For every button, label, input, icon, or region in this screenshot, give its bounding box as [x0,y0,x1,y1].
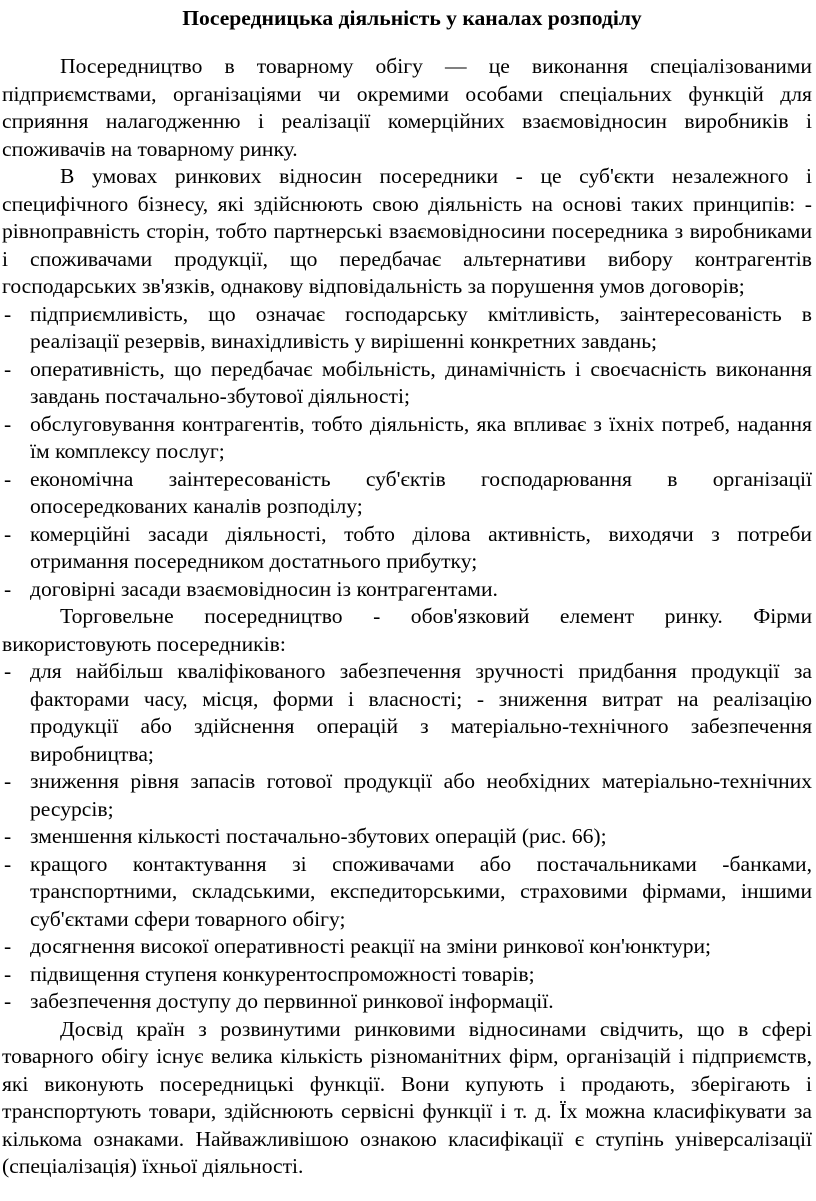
principles-list [2,301,812,604]
list-item: - для найбільш кваліфікованого забезпечення зручності придбання продукції за факторами часу, місця, форми і власності; - зниження витрат на реалізацію продукції або здійснення операцій з матеріально-технічного забезпечення виробництва; [4,659,812,766]
paragraph-intermediation-definition: Посередництво в товарному обігу — це виконання спеціалізованими підприємствами, організаціями чи окремими особами спеціальних функцій для сприяння налагодженню і реалізації комерційних взаємовідносин виробників і споживачів на товарному ринку. [2,54,812,161]
list-item: - підвищення ступеня конкурентоспроможності товарів; [2,961,812,989]
dash-marker: - [4,411,12,436]
dash-marker: - [4,961,12,986]
dash-marker: - [4,576,12,601]
paragraph-trade-intermediation: Торговельне посередництво - обов'язковий елемент ринку. Фірми використовують посередників: [2,604,812,656]
list-item: - економічна заінтересованість суб'єктів господарювання в організації опосередкованих каналів розподілу; [4,466,812,518]
dash-marker: - [4,934,12,958]
paragraph-developed-countries: Досвід країн з розвинутими ринковими відносинами свідчить, що в сфері товарного обігу існує велика кількість різноманітних фірм, організацій і підприємств, які виконують посередницькі функції. Вони купують і продають, зберігають і транспортують товари, здійснюють сервісні функції і т. д. Їх можна класифікувати за кількома ознаками. Найважливішою ознакою класифікації є ступінь універсалізації (спеціалізація) їхньої діяльності. [2,1016,812,1178]
list-item: - забезпечення доступу до первинної ринкової інформації. [2,988,812,1016]
dash-marker: - [4,659,12,683]
dash-marker: - [4,521,12,546]
dash-marker: - [4,851,12,876]
list-item: - зниження рівня запасів готової продукції або необхідних матеріально-технічних ресурсів; [4,769,812,821]
dash-marker: - [4,356,12,381]
list-item: - комерційні засади діяльності, тобто ділова активність, виходячи з потреби отримання посередником достатнього прибутку; [4,521,812,573]
list-item: - досягнення високої оперативності реакції на зміни ринкової кон'юнктури; [2,933,812,961]
list-item: - договірні засади взаємовідносин із контрагентами. [2,576,812,604]
list-item: - оперативність, що передбачає мобільність, динамічність і своєчасність виконання завдань постачально-збутової діяльності; [4,356,812,408]
dash-marker: - [4,989,12,1013]
dash-marker: - [4,824,12,848]
dash-marker: - [4,301,12,326]
reasons-list [2,658,812,1016]
list-item: - кращого контактування зі споживачами або постачальниками -банками, транспортними, складськими, експедиторськими, страховими фірмами, іншими суб'єктами сфери товарного обігу; [4,851,812,931]
dash-marker: - [4,466,12,491]
list-item: - обслуговування контрагентів, тобто діяльність, яка впливає з їхніх потреб, надання їм комплексу послуг; [4,411,812,463]
dash-marker: - [4,769,12,793]
document-title: Посередницька діяльність у каналах розподілу [182,6,642,30]
list-item: - зменшення кількості постачально-збутових операцій (рис. 66); [2,823,812,851]
paragraph-intermediary-principles: В умовах ринкових відносин посередники - це суб'єкти незалежного і специфічного бізнесу, які здійснюють свою діяльність на основі таких принципів: - рівноправність сторін, тобто партнерські взаємовідносини посередника з виробниками і споживачами продукції, що передбачає альтернативи вибору контрагентів господарських зв'язків, однакову відповідальність за порушення умов договорів; [2,164,812,298]
list-item: - підприємливість, що означає господарську кмітливість, заінтересованість в реалізації резервів, винахідливість у вирішенні конкретних завдань; [4,301,812,353]
